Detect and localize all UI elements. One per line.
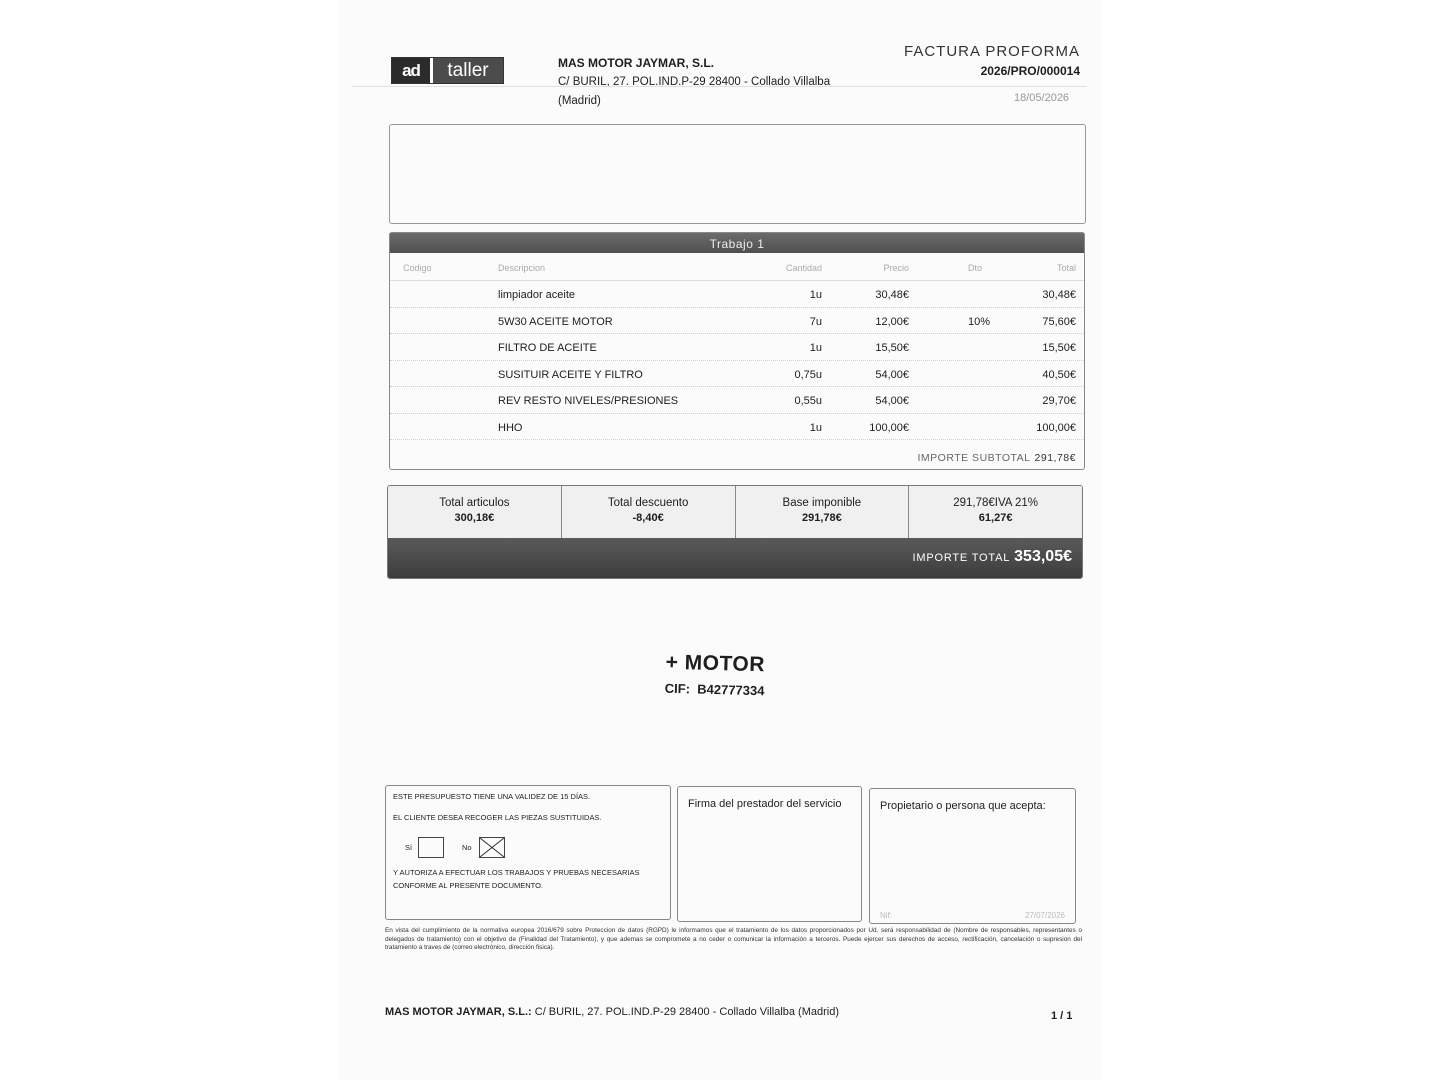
- header-divider: [352, 86, 1087, 87]
- no-checkbox[interactable]: [479, 837, 505, 858]
- row-quantity: 7u: [809, 315, 822, 328]
- row-description: limpiador aceite: [498, 289, 576, 301]
- footer-address: C/ BURIL, 27. POL.IND.P-29 28400 - Collado Villalba (Madrid): [531, 1006, 840, 1018]
- cross-mark-icon: [480, 838, 504, 857]
- total-discount-label: Total descuento: [607, 497, 689, 509]
- col-desc: Descripcion: [498, 263, 546, 273]
- iva-value: 61,27€: [978, 512, 1013, 524]
- subtotal-label: IMPORTE SUBTOTAL: [917, 452, 1031, 464]
- company-stamp: [639, 650, 790, 699]
- company-info: [558, 54, 830, 111]
- work-table: [389, 232, 1085, 470]
- table-row: [390, 361, 1084, 388]
- table-row: [390, 414, 1084, 441]
- total-articles-label: Total articulos: [439, 497, 510, 509]
- stamp-cif-value: B42777334: [697, 681, 765, 699]
- owner-nif-label: Nif:: [880, 911, 892, 920]
- company-logo: [391, 57, 504, 84]
- page-footer: [385, 1006, 839, 1018]
- row-total: 29,70€: [1042, 395, 1076, 407]
- client-box: [389, 124, 1086, 224]
- table-row: [390, 308, 1084, 335]
- iva-label: 291,78€IVA 21%: [953, 497, 1039, 509]
- provider-signature-box[interactable]: [677, 786, 862, 922]
- row-description: HHO: [498, 421, 523, 434]
- document-title: FACTURA PROFORMA: [903, 43, 1080, 60]
- provider-signature-label: Firma del prestador del servicio: [688, 798, 842, 810]
- subtotal-value: 291,78€: [1034, 452, 1076, 464]
- iva: [909, 486, 1082, 538]
- table-row: [390, 387, 1084, 414]
- row-total: 15,50€: [1042, 342, 1076, 354]
- tax-base-label: Base imponible: [782, 497, 862, 509]
- row-discount: 10%: [968, 315, 991, 328]
- row-description: SUSITUIR ACEITE Y FILTRO: [498, 368, 643, 381]
- logo-mark: ad: [392, 58, 430, 83]
- grand-total-value: 353,05€: [1014, 548, 1072, 565]
- table-row: [390, 281, 1084, 308]
- document-date: 18/05/2026: [1014, 92, 1070, 104]
- row-description: FILTRO DE ACEITE: [498, 342, 597, 354]
- total-articles: [388, 486, 562, 538]
- conditions-box: [385, 785, 671, 920]
- validity-text: ESTE PRESUPUESTO TIENE UNA VALIDEZ DE 15 DÍAS.: [393, 792, 591, 801]
- yes-label: Sí: [405, 843, 413, 852]
- row-total: 100,00€: [1036, 421, 1076, 434]
- company-address-line2: (Madrid): [558, 95, 601, 107]
- stamp-name: + MOTOR: [665, 650, 766, 677]
- col-price: Precio: [883, 263, 909, 273]
- stamp-cif-label: CIF:: [664, 680, 691, 697]
- tax-base-value: 291,78€: [801, 512, 842, 524]
- company-name: MAS MOTOR JAYMAR, S.L.: [558, 56, 715, 70]
- row-quantity: 0,55u: [794, 395, 822, 407]
- total-discount: [562, 486, 736, 538]
- collect-parts-text: EL CLIENTE DESEA RECOGER LAS PIEZAS SUSTITUIDAS.: [393, 813, 602, 822]
- owner-signature-label: Propietario o persona que acepta:: [880, 800, 1046, 812]
- row-description: REV RESTO NIVELES/PRESIONES: [498, 395, 679, 407]
- row-quantity: 1u: [809, 342, 822, 354]
- row-price: 54,00€: [875, 368, 909, 381]
- row-total: 75,60€: [1042, 315, 1076, 328]
- row-total: 30,48€: [1042, 289, 1076, 301]
- row-price: 100,00€: [869, 421, 909, 434]
- table-row: [390, 334, 1084, 361]
- logo-text: taller: [430, 58, 503, 83]
- col-total: Total: [1056, 263, 1076, 273]
- row-price: 30,48€: [875, 289, 909, 301]
- authorize-line1: Y AUTORIZA A EFECTUAR LOS TRABAJOS Y PRUEBAS NECESARIAS: [393, 868, 640, 877]
- page-number: 1 / 1: [1051, 1010, 1073, 1022]
- owner-signature-box[interactable]: [869, 788, 1076, 924]
- work-title: Trabajo 1: [390, 233, 1084, 253]
- document-number: 2026/PRO/000014: [980, 64, 1080, 78]
- footer-company: MAS MOTOR JAYMAR, S.L.:: [385, 1006, 532, 1018]
- subtotal: [918, 452, 1077, 464]
- owner-signature-date: 27/07/2026: [1024, 911, 1065, 920]
- work-rows: [390, 281, 1084, 440]
- row-quantity: 1u: [809, 421, 822, 434]
- totals-box: [387, 485, 1083, 579]
- col-dto: Dto: [968, 263, 983, 273]
- row-price: 15,50€: [875, 342, 909, 354]
- company-address-line1: C/ BURIL, 27. POL.IND.P-29 28400 - Collado Villalba: [558, 76, 831, 88]
- row-price: 54,00€: [875, 395, 909, 407]
- totals-cells: [388, 486, 1082, 538]
- grand-total-label: IMPORTE TOTAL: [912, 552, 1011, 564]
- no-label: No: [462, 843, 472, 852]
- document-header: [904, 43, 1080, 78]
- row-quantity: 1u: [809, 289, 822, 301]
- grand-total: [913, 548, 1072, 566]
- total-discount-value: -8,40€: [632, 512, 664, 524]
- row-description: 5W30 ACEITE MOTOR: [498, 315, 613, 328]
- col-qty: Cantidad: [785, 263, 822, 273]
- authorize-line2: CONFORME AL PRESENTE DOCUMENTO.: [393, 881, 544, 890]
- row-quantity: 0,75u: [794, 368, 822, 381]
- tax-base: [736, 486, 910, 538]
- grand-total-bar: [388, 538, 1082, 578]
- legal-notice: En vista del cumplimiento de la normativa europea 2016/679 sobre Proteccion de datos (RGPD) le informamos que el tratamiento de los datos proporcionados por Ud. será responsabilidad de (Nombre de responsables, representantes o delegados de tratamiento) con el objetivo de (Finalidad del Tratamiento), y que ademas se compromete a no ceder o comunicar la información a terceros. Puede ejercer sus derechos de acceso, rectificación, cancelación o supresion del tratamiento a traves de (correo electrónico, dirección fisica).: [385, 927, 1082, 951]
- row-price: 12,00€: [875, 315, 909, 328]
- total-articles-value: 300,18€: [454, 512, 495, 524]
- yes-checkbox[interactable]: [418, 837, 444, 858]
- work-column-headers: [390, 253, 1084, 281]
- col-code: Codigo: [403, 263, 432, 273]
- row-total: 40,50€: [1042, 368, 1076, 381]
